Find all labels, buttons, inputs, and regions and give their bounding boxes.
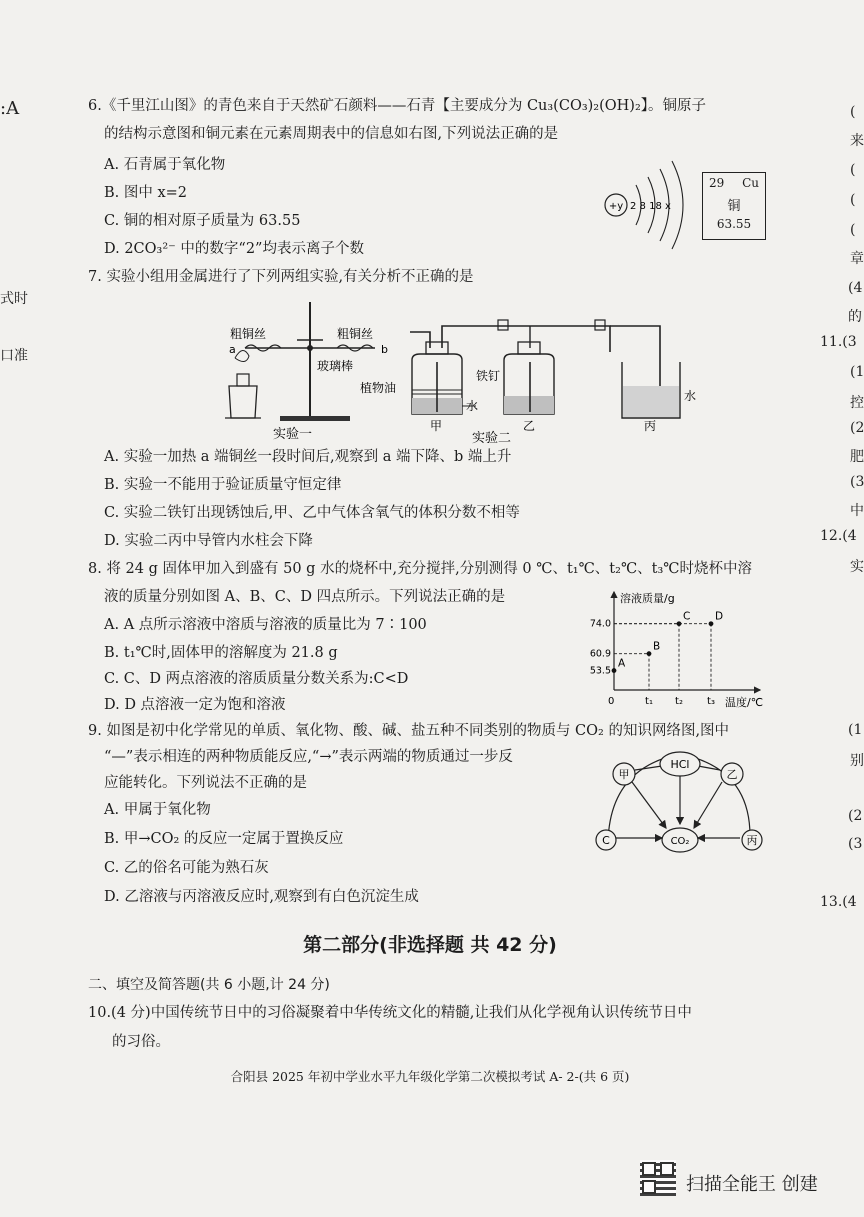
q8-option-d: D. D 点溶液一定为饱和溶液 bbox=[104, 697, 286, 713]
q8-stem-line2: 液的质量分别如图 A、B、C、D 四点所示。下列说法正确的是 bbox=[104, 589, 506, 605]
right-edge-fragment: ( bbox=[850, 162, 856, 178]
q7-option-a: A. 实验一加热 a 端铜丝一段时间后,观察到 a 端下降、b 端上升 bbox=[104, 449, 512, 465]
right-edge-fragment: ( bbox=[850, 192, 856, 208]
right-edge-fragment: 12.(4 bbox=[820, 528, 857, 544]
atom-nucleus-label: +y bbox=[608, 201, 624, 212]
scanner-watermark: 扫描全能王 创建 bbox=[686, 1174, 818, 1195]
right-edge-fragment: 13.(4 bbox=[820, 894, 857, 910]
chart-y-tick-label: 74.0 bbox=[589, 618, 611, 630]
atom-shells-label: 2 8 18 x bbox=[630, 201, 671, 212]
element-cell-copper bbox=[702, 172, 766, 240]
q6-stem-line2: 的结构示意图和铜元素在元素周期表中的信息如右图,下列说法正确的是 bbox=[104, 126, 559, 142]
chart-y-tick-label: 53.5 bbox=[589, 665, 611, 677]
right-edge-fragment: 的 bbox=[848, 309, 862, 325]
exp1-end-a: a bbox=[229, 343, 236, 356]
chart-x-tick-label: t₃ bbox=[707, 696, 715, 707]
right-edge-fragment: (2 bbox=[850, 420, 864, 436]
element-atomic-mass: 63.55 bbox=[716, 217, 752, 231]
right-edge-fragment: 章 bbox=[850, 251, 864, 267]
node-yi: 乙 bbox=[726, 768, 738, 781]
right-edge-fragment: ( bbox=[850, 222, 856, 238]
right-edge-fragment: (3 bbox=[848, 836, 863, 852]
q6-option-c: C. 铜的相对原子质量为 63.55 bbox=[104, 213, 301, 229]
node-hcl: HCl bbox=[670, 758, 690, 771]
chart-origin-label: 0 bbox=[608, 696, 615, 707]
right-edge-fragment: 肥 bbox=[850, 449, 864, 465]
element-name: 铜 bbox=[727, 199, 741, 214]
chart-xlabel: 温度/℃ bbox=[725, 696, 764, 709]
exp1-label-left: 粗铜丝 bbox=[230, 327, 267, 341]
q8-option-a: A. A 点所示溶液中溶质与溶液的质量比为 7∶100 bbox=[104, 617, 427, 633]
q6-option-b: B. 图中 x=2 bbox=[104, 185, 188, 201]
chart-point-label: D bbox=[715, 610, 724, 623]
right-edge-fragment: (2 bbox=[848, 808, 863, 824]
node-c: C bbox=[602, 834, 610, 847]
exp2-caption: 实验二 bbox=[472, 431, 512, 446]
beaker-bing-label: 丙 bbox=[644, 419, 657, 433]
part-two-title: 第二部分(非选择题 共 42 分) bbox=[303, 934, 557, 956]
knowledge-network-diagram bbox=[590, 748, 770, 860]
q8-option-b: B. t₁℃时,固体甲的溶解度为 21.8 g bbox=[104, 645, 338, 661]
right-edge-fragment: 来 bbox=[850, 133, 864, 149]
chart-point bbox=[709, 621, 714, 626]
node-jia: 甲 bbox=[618, 768, 630, 781]
chart-point bbox=[647, 651, 652, 656]
bottle-yi-label: 乙 bbox=[523, 419, 536, 433]
right-edge-fragment: 中 bbox=[850, 503, 864, 519]
left-edge-fragment: 口准 bbox=[0, 348, 28, 364]
q9-option-a: A. 甲属于氧化物 bbox=[104, 802, 211, 818]
exp1-label-right: 粗铜丝 bbox=[337, 327, 374, 341]
q7-option-b: B. 实验一不能用于验证质量守恒定律 bbox=[104, 477, 342, 493]
exp2-nail-label: 铁钉 bbox=[476, 369, 501, 383]
q8-stem-line1: 8. 将 24 g 固体甲加入到盛有 50 g 水的烧杯中,充分搅拌,分别测得 0 ℃、t₁℃、t₂℃、t₃℃时烧杯中溶 bbox=[88, 561, 753, 577]
right-edge-fragment: 别 bbox=[850, 753, 864, 769]
experiment-two-diagram bbox=[360, 312, 697, 446]
chart-ylabel: 溶液质量/g bbox=[620, 592, 675, 605]
q7-option-c: C. 实验二铁钉出现锈蚀后,甲、乙中气体含氧气的体积分数不相等 bbox=[104, 505, 520, 521]
chart-point-label: B bbox=[653, 640, 661, 653]
q10-stem-line1: 10.(4 分)中国传统节日中的习俗凝聚着中华传统文化的精髓,让我们从化学视角认识传统节日中 bbox=[88, 1005, 692, 1021]
bottle-jia-label: 甲 bbox=[430, 419, 443, 433]
q9-option-c: C. 乙的俗名可能为熟石灰 bbox=[104, 860, 269, 876]
right-edge-fragment: (1 bbox=[850, 364, 864, 380]
right-edge-fragment: ( bbox=[850, 104, 856, 120]
right-edge-fragment: 控 bbox=[850, 395, 864, 411]
page-footer: 合阳县 2025 年初中学业水平九年级化学第二次模拟考试 A- 2-(共 6 页) bbox=[230, 1069, 630, 1084]
q9-option-b: B. 甲→CO₂ 的反应一定属于置换反应 bbox=[104, 831, 344, 847]
experiment-one-diagram bbox=[225, 298, 395, 448]
exp2-oil-label: 植物油 bbox=[360, 381, 397, 395]
chart-point-label: A bbox=[618, 657, 626, 670]
exp1-rod-label: 玻璃棒 bbox=[317, 359, 354, 373]
right-edge-fragment: 11.(3 bbox=[820, 334, 857, 350]
exp2-water-label: 水 bbox=[466, 399, 479, 413]
chart-x-tick-label: t₂ bbox=[675, 696, 683, 707]
chart-y-tick-label: 60.9 bbox=[589, 648, 611, 660]
qr-code-icon bbox=[640, 1160, 676, 1196]
section-two-heading: 二、填空及简答题(共 6 小题,计 24 分) bbox=[88, 977, 330, 993]
left-edge-fragment: :A bbox=[0, 98, 20, 119]
node-bing: 丙 bbox=[746, 834, 758, 847]
q6-option-a: A. 石青属于氧化物 bbox=[104, 157, 226, 173]
q9-stem-line3: 应能转化。下列说法不正确的是 bbox=[104, 775, 307, 791]
right-edge-fragment: (4 bbox=[848, 280, 863, 296]
node-co2: CO₂ bbox=[670, 836, 690, 847]
chart-point-label: C bbox=[683, 610, 691, 623]
right-edge-fragment: (3 bbox=[850, 474, 864, 490]
left-edge-fragment: 式时 bbox=[0, 291, 28, 307]
q9-stem-line2: “—”表示相连的两种物质能反应,“→”表示两端的物质通过一步反 bbox=[104, 749, 513, 765]
right-edge-fragment: 实 bbox=[850, 559, 864, 575]
q9-option-d: D. 乙溶液与丙溶液反应时,观察到有白色沉淀生成 bbox=[104, 889, 419, 905]
exp1-caption: 实验一 bbox=[273, 427, 313, 442]
q7-stem: 7. 实验小组用金属进行了下列两组实验,有关分析不正确的是 bbox=[88, 269, 474, 285]
right-edge-fragment: (1 bbox=[848, 722, 863, 738]
chart-x-tick-label: t₁ bbox=[645, 696, 653, 707]
element-atomic-number: 29 bbox=[709, 176, 725, 190]
exp2-water-label-2: 水 bbox=[684, 389, 697, 403]
q7-option-d: D. 实验二丙中导管内水柱会下降 bbox=[104, 533, 313, 549]
chart-point bbox=[612, 668, 617, 673]
solution-mass-chart bbox=[575, 580, 775, 710]
element-symbol: Cu bbox=[742, 176, 759, 190]
q6-stem-line1: 6.《千里江山图》的青色来自于天然矿石颜料——石青【主要成分为 Cu₃(CO₃)₂(OH)₂】。铜原子 bbox=[88, 98, 707, 114]
q8-option-c: C. C、D 两点溶液的溶质质量分数关系为:C<D bbox=[104, 671, 409, 687]
copper-atom-diagram bbox=[596, 150, 706, 260]
exp1-end-b: b bbox=[381, 343, 388, 356]
q6-option-d: D. 2CO₃²⁻ 中的数字“2”均表示离子个数 bbox=[104, 241, 364, 257]
q10-stem-line2: 的习俗。 bbox=[112, 1034, 170, 1050]
q9-stem-line1: 9. 如图是初中化学常见的单质、氧化物、酸、碱、盐五种不同类别的物质与 CO₂ 的知识网络图,图中 bbox=[88, 723, 730, 739]
